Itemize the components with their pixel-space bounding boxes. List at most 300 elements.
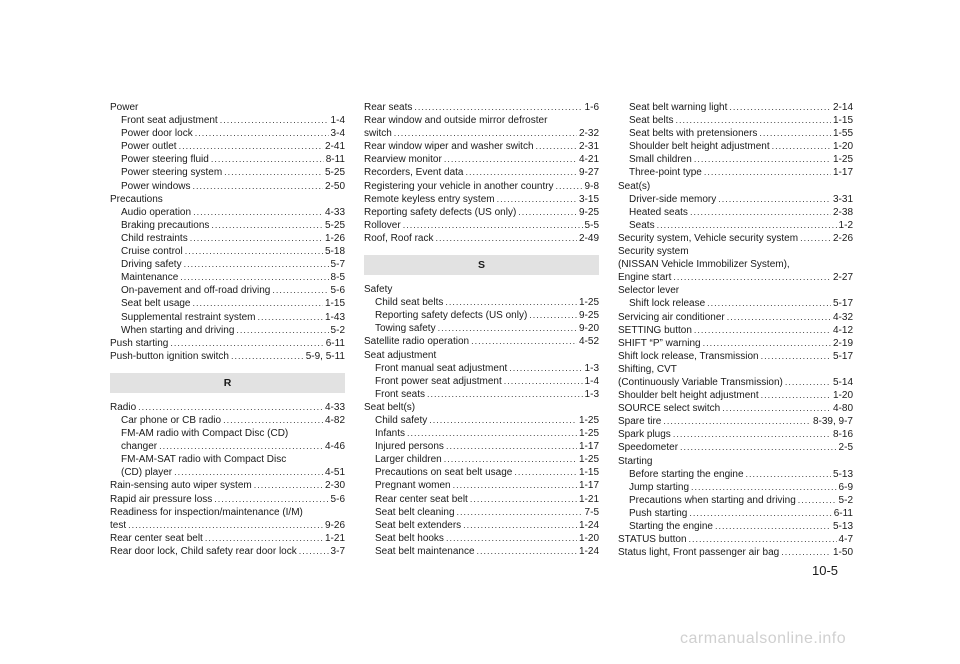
dot-leader bbox=[180, 271, 328, 284]
dot-leader bbox=[529, 309, 577, 322]
entry-title: Push starting bbox=[110, 337, 169, 349]
dot-leader bbox=[663, 415, 811, 428]
entry-page: 4-33 bbox=[324, 401, 345, 413]
entry-page: 1-21 bbox=[578, 493, 599, 505]
entry-page: 5-9, 5-11 bbox=[305, 350, 345, 362]
index-entry bbox=[110, 258, 345, 271]
dot-leader bbox=[258, 311, 323, 324]
dot-leader bbox=[690, 206, 831, 219]
dot-leader bbox=[453, 479, 577, 492]
entry-page: 3-31 bbox=[832, 193, 853, 205]
dot-leader bbox=[781, 546, 831, 559]
index-heading: Readiness for inspection/maintenance (I/M) bbox=[110, 506, 303, 518]
dot-leader bbox=[403, 219, 583, 232]
index-entry bbox=[110, 311, 345, 324]
entry-title: Rear seats bbox=[364, 102, 413, 113]
dot-leader bbox=[704, 166, 831, 179]
dot-leader bbox=[729, 101, 831, 114]
dot-leader bbox=[746, 468, 831, 481]
entry-page: 8-11 bbox=[325, 154, 345, 166]
dot-leader bbox=[715, 520, 831, 533]
entry-page: 2-41 bbox=[324, 141, 345, 153]
index-heading: Security system bbox=[618, 246, 689, 258]
dot-leader bbox=[211, 219, 323, 232]
index-heading: (NISSAN Vehicle Immobilizer System), bbox=[618, 259, 790, 271]
entry-title: Push starting bbox=[629, 507, 688, 519]
entry-page: 2-19 bbox=[832, 337, 853, 349]
index-entry bbox=[618, 533, 853, 546]
entry-page: 4-21 bbox=[578, 154, 599, 166]
dot-leader bbox=[457, 506, 583, 519]
entry-page: 4-12 bbox=[832, 324, 853, 336]
entry-page: 5-17 bbox=[832, 350, 853, 362]
index-entry bbox=[618, 546, 853, 559]
entry-title: Front power seat adjustment bbox=[375, 375, 502, 387]
dot-leader bbox=[689, 533, 837, 546]
entry-title: Seat belt usage bbox=[121, 298, 191, 310]
index-entry bbox=[110, 127, 345, 140]
entry-title: Infants bbox=[375, 428, 406, 440]
index-entry bbox=[364, 101, 599, 114]
dot-leader bbox=[798, 494, 837, 507]
entry-title: Rapid air pressure loss bbox=[110, 493, 213, 505]
index-entry bbox=[110, 532, 345, 545]
entry-page: 1-3 bbox=[584, 362, 599, 374]
dot-leader bbox=[179, 140, 323, 153]
index-entry bbox=[364, 127, 599, 140]
entry-title: Braking precautions bbox=[121, 219, 210, 231]
index-entry bbox=[110, 466, 345, 479]
entry-page: 1-43 bbox=[324, 311, 345, 323]
index-entry bbox=[110, 297, 345, 310]
index-entry bbox=[364, 206, 599, 219]
entry-page: 2-5 bbox=[838, 442, 853, 454]
index-entry bbox=[618, 520, 853, 533]
index-entry bbox=[618, 468, 853, 481]
entry-title: Towing safety bbox=[375, 323, 436, 335]
index-entry bbox=[364, 219, 599, 232]
entry-title: Power steering fluid bbox=[121, 154, 209, 166]
index-entry bbox=[110, 493, 345, 506]
dot-leader bbox=[471, 335, 577, 348]
index-entry bbox=[110, 271, 345, 284]
entry-page: 1-25 bbox=[578, 297, 599, 309]
section-header: R bbox=[110, 373, 345, 393]
entry-title: SHIFT “P” warning bbox=[618, 337, 701, 349]
index-entry bbox=[110, 324, 345, 337]
entry-page: 1-21 bbox=[324, 532, 345, 544]
dot-leader bbox=[236, 324, 328, 337]
entry-page: 8-16 bbox=[832, 429, 853, 441]
entry-title: Precautions when starting and driving bbox=[629, 494, 796, 506]
entry-title: Starting the engine bbox=[629, 521, 713, 532]
entry-page: 5-7 bbox=[330, 259, 345, 271]
entry-page: 6-11 bbox=[325, 337, 345, 349]
index-entry bbox=[110, 440, 345, 453]
entry-page: 1-25 bbox=[578, 428, 599, 440]
index-entry bbox=[110, 140, 345, 153]
entry-page: 1-26 bbox=[324, 232, 345, 244]
index-entry bbox=[110, 232, 345, 245]
entry-title: Driver-side memory bbox=[629, 193, 717, 205]
entry-title: Larger children bbox=[375, 454, 442, 466]
entry-page: 9-8 bbox=[584, 180, 599, 192]
index-entry bbox=[618, 311, 853, 324]
entry-title: Security system, Vehicle security system bbox=[618, 232, 799, 244]
entry-page: 1-17 bbox=[578, 480, 599, 492]
entry-title: Power windows bbox=[121, 180, 191, 192]
index-entry bbox=[364, 296, 599, 309]
entry-page: 1-25 bbox=[578, 454, 599, 466]
dot-leader bbox=[772, 140, 831, 153]
entry-page: 2-32 bbox=[578, 128, 599, 140]
index-entry bbox=[618, 101, 853, 114]
entry-title: Audio operation bbox=[121, 206, 192, 218]
entry-title: On-pavement and off-road driving bbox=[121, 285, 271, 297]
index-entry bbox=[364, 180, 599, 193]
entry-page: 1-24 bbox=[578, 519, 599, 531]
entry-page: 2-38 bbox=[832, 206, 853, 218]
entry-page: 9-27 bbox=[578, 167, 599, 179]
dot-leader bbox=[138, 401, 323, 414]
dot-leader bbox=[429, 414, 577, 427]
index-entry bbox=[618, 140, 853, 153]
dot-leader bbox=[192, 180, 323, 193]
dot-leader bbox=[785, 376, 831, 389]
dot-leader bbox=[556, 180, 583, 193]
index-entry bbox=[364, 322, 599, 335]
dot-leader bbox=[444, 153, 577, 166]
entry-page: 5-17 bbox=[832, 298, 853, 310]
index-entry bbox=[364, 375, 599, 388]
entry-page: 4-7 bbox=[838, 534, 853, 546]
entry-page: 5-13 bbox=[832, 521, 853, 532]
index-entry bbox=[618, 507, 853, 520]
dot-leader bbox=[673, 428, 831, 441]
index-entry bbox=[618, 206, 853, 219]
dot-leader bbox=[444, 453, 577, 466]
entry-title: SETTING button bbox=[618, 324, 692, 336]
index-entry bbox=[110, 350, 345, 363]
dot-leader bbox=[694, 153, 831, 166]
entry-title: Rear door lock, Child safety rear door lock bbox=[110, 545, 297, 557]
dot-leader bbox=[727, 311, 831, 324]
entry-title: Satellite radio operation bbox=[364, 336, 470, 348]
index-entry bbox=[364, 545, 599, 558]
entry-title: Push-button ignition switch bbox=[110, 350, 229, 362]
entry-title: Rearview monitor bbox=[364, 154, 442, 166]
entry-title: Child seat belts bbox=[375, 297, 444, 309]
entry-page: 4-32 bbox=[832, 311, 853, 323]
entry-title: Status light, Front passenger air bag bbox=[618, 547, 780, 559]
index-entry bbox=[364, 388, 599, 401]
entry-title: Seats bbox=[629, 219, 655, 231]
entry-title: Precautions on seat belt usage bbox=[375, 467, 513, 479]
entry-page: 3-7 bbox=[330, 545, 345, 557]
dot-leader bbox=[193, 297, 323, 310]
entry-page: 4-52 bbox=[578, 336, 599, 348]
index-entry bbox=[364, 479, 599, 492]
entry-title: Front seats bbox=[375, 388, 426, 400]
dot-leader bbox=[800, 232, 831, 245]
dot-leader bbox=[394, 127, 577, 140]
index-entry bbox=[618, 166, 853, 179]
dot-leader bbox=[761, 389, 831, 402]
dot-leader bbox=[193, 206, 323, 219]
entry-page: 4-33 bbox=[324, 206, 345, 218]
entry-title: Seat belts with pretensioners bbox=[629, 128, 758, 140]
entry-title: Shoulder belt height adjustment bbox=[629, 141, 770, 153]
entry-page: 2-14 bbox=[832, 102, 853, 113]
dot-leader bbox=[497, 193, 577, 206]
entry-title: switch bbox=[364, 128, 392, 140]
entry-page: 1-17 bbox=[578, 441, 599, 453]
entry-page: 1-15 bbox=[324, 298, 345, 310]
index-entry bbox=[618, 232, 853, 245]
index-heading: Starting bbox=[618, 455, 653, 467]
entry-page: 1-4 bbox=[330, 115, 345, 127]
entry-page: 3-15 bbox=[578, 193, 599, 205]
entry-page: 1-20 bbox=[578, 532, 599, 544]
entry-title: Child restraints bbox=[121, 232, 188, 244]
entry-title: Radio bbox=[110, 401, 137, 413]
index-heading: FM-AM radio with Compact Disc (CD) bbox=[121, 428, 289, 440]
entry-page: 1-20 bbox=[832, 141, 853, 153]
dot-leader bbox=[211, 153, 324, 166]
index-heading: Rear window and outside mirror defroster bbox=[364, 115, 548, 127]
entry-page: 9-25 bbox=[578, 206, 599, 218]
dot-leader bbox=[205, 532, 323, 545]
index-heading: Shifting, CVT bbox=[618, 363, 677, 375]
dot-leader bbox=[673, 271, 831, 284]
entry-title: Seat belt extenders bbox=[375, 519, 462, 531]
index-entry bbox=[364, 362, 599, 375]
index-entry bbox=[110, 545, 345, 558]
entry-title: Reporting safety defects (US only) bbox=[364, 206, 517, 218]
dot-leader bbox=[504, 375, 583, 388]
index-entry bbox=[364, 166, 599, 179]
dot-leader bbox=[463, 519, 577, 532]
index-entry bbox=[110, 245, 345, 258]
entry-title: Driving safety bbox=[121, 259, 182, 271]
entry-title: (CD) player bbox=[121, 467, 173, 479]
entry-page: 1-6 bbox=[584, 102, 599, 113]
entry-page: 5-25 bbox=[324, 219, 345, 231]
index-entry bbox=[364, 414, 599, 427]
entry-page: 1-4 bbox=[584, 375, 599, 387]
entry-page: 6-9 bbox=[838, 481, 853, 493]
index-entry bbox=[364, 532, 599, 545]
index-heading: Seat(s) bbox=[618, 180, 651, 192]
index-entry bbox=[618, 402, 853, 415]
dot-leader bbox=[223, 414, 323, 427]
entry-title: Heated seats bbox=[629, 206, 688, 218]
index-entry bbox=[364, 140, 599, 153]
entry-page: 1-24 bbox=[578, 545, 599, 557]
index-heading: Power bbox=[110, 102, 139, 113]
entry-page: 2-26 bbox=[832, 232, 853, 244]
entry-page: 1-25 bbox=[578, 414, 599, 426]
dot-leader bbox=[214, 493, 328, 506]
entry-page: 5-6 bbox=[330, 285, 345, 297]
index-entry bbox=[618, 153, 853, 166]
entry-page: 8-5 bbox=[330, 272, 345, 284]
dot-leader bbox=[536, 140, 577, 153]
entry-page: 1-15 bbox=[832, 115, 853, 127]
index-column-2 bbox=[364, 101, 599, 558]
entry-title: Small children bbox=[629, 154, 692, 166]
entry-page: 4-46 bbox=[324, 441, 345, 453]
dot-leader bbox=[691, 481, 837, 494]
entry-title: Rear window wiper and washer switch bbox=[364, 141, 534, 153]
index-entry bbox=[364, 466, 599, 479]
index-entry bbox=[364, 506, 599, 519]
entry-title: Rain-sensing auto wiper system bbox=[110, 480, 252, 492]
section-header: S bbox=[364, 255, 599, 275]
entry-title: Supplemental restraint system bbox=[121, 311, 256, 323]
index-heading: Selector lever bbox=[618, 285, 680, 297]
entry-title: (Continuously Variable Transmission) bbox=[618, 376, 783, 388]
dot-leader bbox=[174, 466, 323, 479]
entry-page: 5-14 bbox=[832, 376, 853, 388]
dot-leader bbox=[470, 493, 577, 506]
entry-page: 3-4 bbox=[330, 128, 345, 140]
index-entry bbox=[618, 337, 853, 350]
entry-title: Rear center seat belt bbox=[375, 493, 468, 505]
index-entry bbox=[110, 479, 345, 492]
index-entry bbox=[364, 519, 599, 532]
index-entry bbox=[618, 297, 853, 310]
index-entry bbox=[364, 453, 599, 466]
dot-leader bbox=[477, 545, 577, 558]
dot-leader bbox=[159, 440, 323, 453]
index-entry bbox=[110, 206, 345, 219]
dot-leader bbox=[220, 114, 329, 127]
dot-leader bbox=[427, 388, 583, 401]
index-heading: Precautions bbox=[110, 193, 163, 205]
entry-title: Child safety bbox=[375, 414, 428, 426]
entry-title: Seat belt cleaning bbox=[375, 506, 455, 518]
entry-page: 2-50 bbox=[324, 180, 345, 192]
entry-title: Shift lock release, Transmission bbox=[618, 350, 759, 362]
index-entry bbox=[364, 153, 599, 166]
index-entry bbox=[618, 481, 853, 494]
entry-title: Three-point type bbox=[629, 167, 702, 179]
index-entry bbox=[110, 114, 345, 127]
index-entry bbox=[364, 309, 599, 322]
entry-page: 6-11 bbox=[833, 507, 853, 519]
entry-page: 7-5 bbox=[584, 506, 599, 518]
entry-page: 2-31 bbox=[578, 141, 599, 153]
entry-page: 1-2 bbox=[838, 219, 853, 231]
index-entry bbox=[618, 114, 853, 127]
dot-leader bbox=[231, 350, 304, 363]
dot-leader bbox=[514, 466, 577, 479]
index-entry bbox=[618, 271, 853, 284]
index-entry bbox=[618, 428, 853, 441]
dot-leader bbox=[272, 284, 328, 297]
index-heading: Safety bbox=[364, 284, 393, 296]
dot-leader bbox=[414, 101, 582, 114]
index-entry bbox=[618, 350, 853, 363]
entry-page: 1-20 bbox=[832, 390, 853, 402]
entry-title: Shoulder belt height adjustment bbox=[618, 390, 759, 402]
watermark-text: carmanualsonline.info bbox=[680, 630, 847, 647]
index-entry bbox=[618, 127, 853, 140]
index-entry bbox=[618, 494, 853, 507]
index-entry bbox=[618, 389, 853, 402]
entry-title: Power outlet bbox=[121, 141, 177, 153]
entry-page: 5-2 bbox=[838, 494, 853, 506]
dot-leader bbox=[446, 440, 577, 453]
index-entry bbox=[364, 427, 599, 440]
entry-page: 9-26 bbox=[324, 519, 345, 531]
entry-title: STATUS button bbox=[618, 534, 687, 546]
entry-page: 2-49 bbox=[578, 232, 599, 244]
entry-page: 5-2 bbox=[330, 324, 345, 336]
entry-page: 4-51 bbox=[324, 467, 345, 479]
dot-leader bbox=[407, 427, 577, 440]
entry-page: 5-18 bbox=[324, 246, 345, 258]
entry-page: 4-82 bbox=[324, 414, 345, 426]
index-entry bbox=[364, 193, 599, 206]
entry-title: Injured persons bbox=[375, 441, 444, 453]
entry-title: Pregnant women bbox=[375, 480, 451, 492]
entry-title: Seat belt maintenance bbox=[375, 545, 475, 557]
entry-page: 1-17 bbox=[832, 167, 853, 179]
entry-page: 2-30 bbox=[324, 480, 345, 492]
dot-leader bbox=[128, 519, 323, 532]
index-entry bbox=[364, 493, 599, 506]
index-entry bbox=[110, 337, 345, 350]
entry-title: Spark plugs bbox=[618, 429, 671, 441]
index-heading: FM-AM-SAT radio with Compact Disc bbox=[121, 454, 287, 466]
index-entry bbox=[110, 219, 345, 232]
dot-leader bbox=[185, 245, 323, 258]
page-number: 10-5 bbox=[812, 563, 839, 578]
entry-title: Servicing air conditioner bbox=[618, 311, 725, 323]
dot-leader bbox=[761, 350, 831, 363]
entry-page: 5-6 bbox=[330, 493, 345, 505]
entry-page: 9-20 bbox=[578, 323, 599, 335]
index-entry bbox=[110, 153, 345, 166]
index-entry bbox=[110, 180, 345, 193]
entry-title: Shift lock release bbox=[629, 298, 706, 310]
dot-leader bbox=[184, 258, 329, 271]
dot-leader bbox=[195, 127, 329, 140]
index-entry bbox=[618, 441, 853, 454]
dot-leader bbox=[170, 337, 323, 350]
entry-title: Speedometer bbox=[618, 442, 679, 454]
index-heading: Seat belt(s) bbox=[364, 401, 416, 413]
entry-title: Front manual seat adjustment bbox=[375, 362, 508, 374]
entry-page: 2-27 bbox=[832, 272, 853, 284]
index-heading: Seat adjustment bbox=[364, 349, 437, 361]
entry-title: Rear center seat belt bbox=[110, 532, 203, 544]
entry-page: 1-15 bbox=[578, 467, 599, 479]
dot-leader bbox=[509, 362, 582, 375]
index-entry bbox=[618, 324, 853, 337]
entry-title: Jump starting bbox=[629, 481, 690, 493]
entry-page: 5-5 bbox=[584, 219, 599, 231]
dot-leader bbox=[689, 507, 831, 520]
entry-title: Spare tire bbox=[618, 416, 662, 428]
entry-title: Remote keyless entry system bbox=[364, 193, 495, 205]
index-entry bbox=[618, 415, 853, 428]
index-column-3 bbox=[618, 101, 853, 559]
dot-leader bbox=[446, 532, 577, 545]
dot-leader bbox=[254, 479, 323, 492]
